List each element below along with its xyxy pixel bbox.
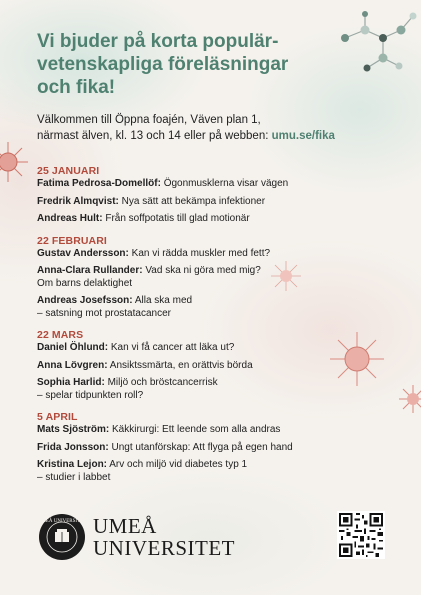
speaker-name: Andreas Hult:: [37, 213, 103, 224]
talk-title: Vad ska ni göra med mig?: [145, 265, 261, 276]
date-heading: 25 JANUARI: [37, 165, 100, 177]
talk-subtitle: Om barns delaktighet: [37, 277, 133, 289]
talk-title: Kan vi rädda muskler med fett?: [131, 247, 271, 259]
date-heading: 22 FEBRUARI: [37, 234, 107, 247]
logo-line: UNIVERSITET: [93, 536, 235, 560]
speaker-name: Fatima Pedrosa-Domellöf:: [37, 178, 161, 189]
page-title: [37, 30, 337, 99]
headline-line: och fika!: [37, 77, 116, 98]
talk-item: [37, 442, 397, 455]
talk-title: Från soffpotatis till glad motionär: [105, 213, 250, 224]
seal-text: UMEÅ UNIVERSITET: [38, 519, 86, 524]
speaker-name: Anna Lövgren:: [37, 359, 108, 371]
logo-wordmark: [93, 515, 235, 559]
headline-line: Vi bjuder på korta populär-: [37, 31, 279, 52]
university-seal-icon: [38, 513, 86, 561]
talk-title: Käkkirurgi: Ett leende som alla andras: [112, 424, 281, 435]
logo-line: UMEÅ: [93, 514, 157, 538]
speaker-name: Andreas Josefsson:: [37, 295, 133, 306]
talk-title: Ungt utanförskap: Att flyga på egen hand: [111, 441, 293, 453]
talk-item: [37, 360, 397, 373]
qr-code-icon[interactable]: [337, 511, 385, 559]
speaker-name: Gustav Andersson:: [37, 247, 129, 259]
speaker-name: Sophia Harlid:: [37, 377, 105, 388]
talk-title: Kan vi få cancer att läka ut?: [110, 342, 235, 353]
talk-item: [37, 265, 397, 278]
talk-item: [37, 248, 397, 261]
talk-subtitle: – studier i labbet: [37, 471, 111, 483]
speaker-name: Anna-Clara Rullander:: [37, 265, 143, 276]
headline-line: vetenskapliga föreläsningar: [37, 54, 289, 75]
date-heading: 22 MARS: [37, 329, 84, 341]
talk-item: [37, 178, 397, 191]
university-logo: [38, 513, 258, 563]
talk-item: [37, 295, 397, 308]
intro-line: [37, 128, 387, 144]
talk-title: Ögonmusklerna visar vägen: [163, 178, 289, 189]
schedule: [37, 165, 397, 484]
talk-title: Nya sätt att bekämpa infektioner: [121, 195, 266, 207]
intro-line-prefix: närmast älven, kl. 13 och 14 eller på webben:: [37, 130, 272, 142]
speaker-name: Fredrik Almqvist:: [37, 195, 119, 207]
speaker-name: Frida Jonsson:: [37, 441, 109, 453]
talk-item: [37, 342, 397, 355]
talk-title: Arv och miljö vid diabetes typ 1: [109, 459, 248, 470]
talk-title: Alla ska med: [134, 295, 193, 306]
speaker-name: Daniel Öhlund:: [37, 342, 109, 353]
talk-subtitle: – spelar tidpunkten roll?: [37, 389, 144, 401]
intro-line: Välkommen till Öppna foajén, Väven plan 1,: [37, 114, 261, 126]
web-link[interactable]: umu.se/fika: [271, 130, 335, 142]
talk-subtitle: – satsning mot prostatacancer: [37, 307, 171, 319]
talk-item: [37, 459, 397, 472]
intro-text: [37, 112, 387, 144]
talk-item: [37, 377, 397, 390]
speaker-name: Mats Sjöström:: [37, 424, 110, 435]
talk-item: [37, 424, 397, 437]
talk-title: Miljö och bröstcancerrisk: [107, 377, 218, 388]
talk-item: [37, 213, 397, 226]
speaker-name: Kristina Lejon:: [37, 459, 108, 470]
talk-item: [37, 196, 397, 209]
date-heading: 5 APRIL: [37, 411, 78, 423]
talk-title: Ansiktssmärta, en orättvis börda: [109, 359, 253, 371]
